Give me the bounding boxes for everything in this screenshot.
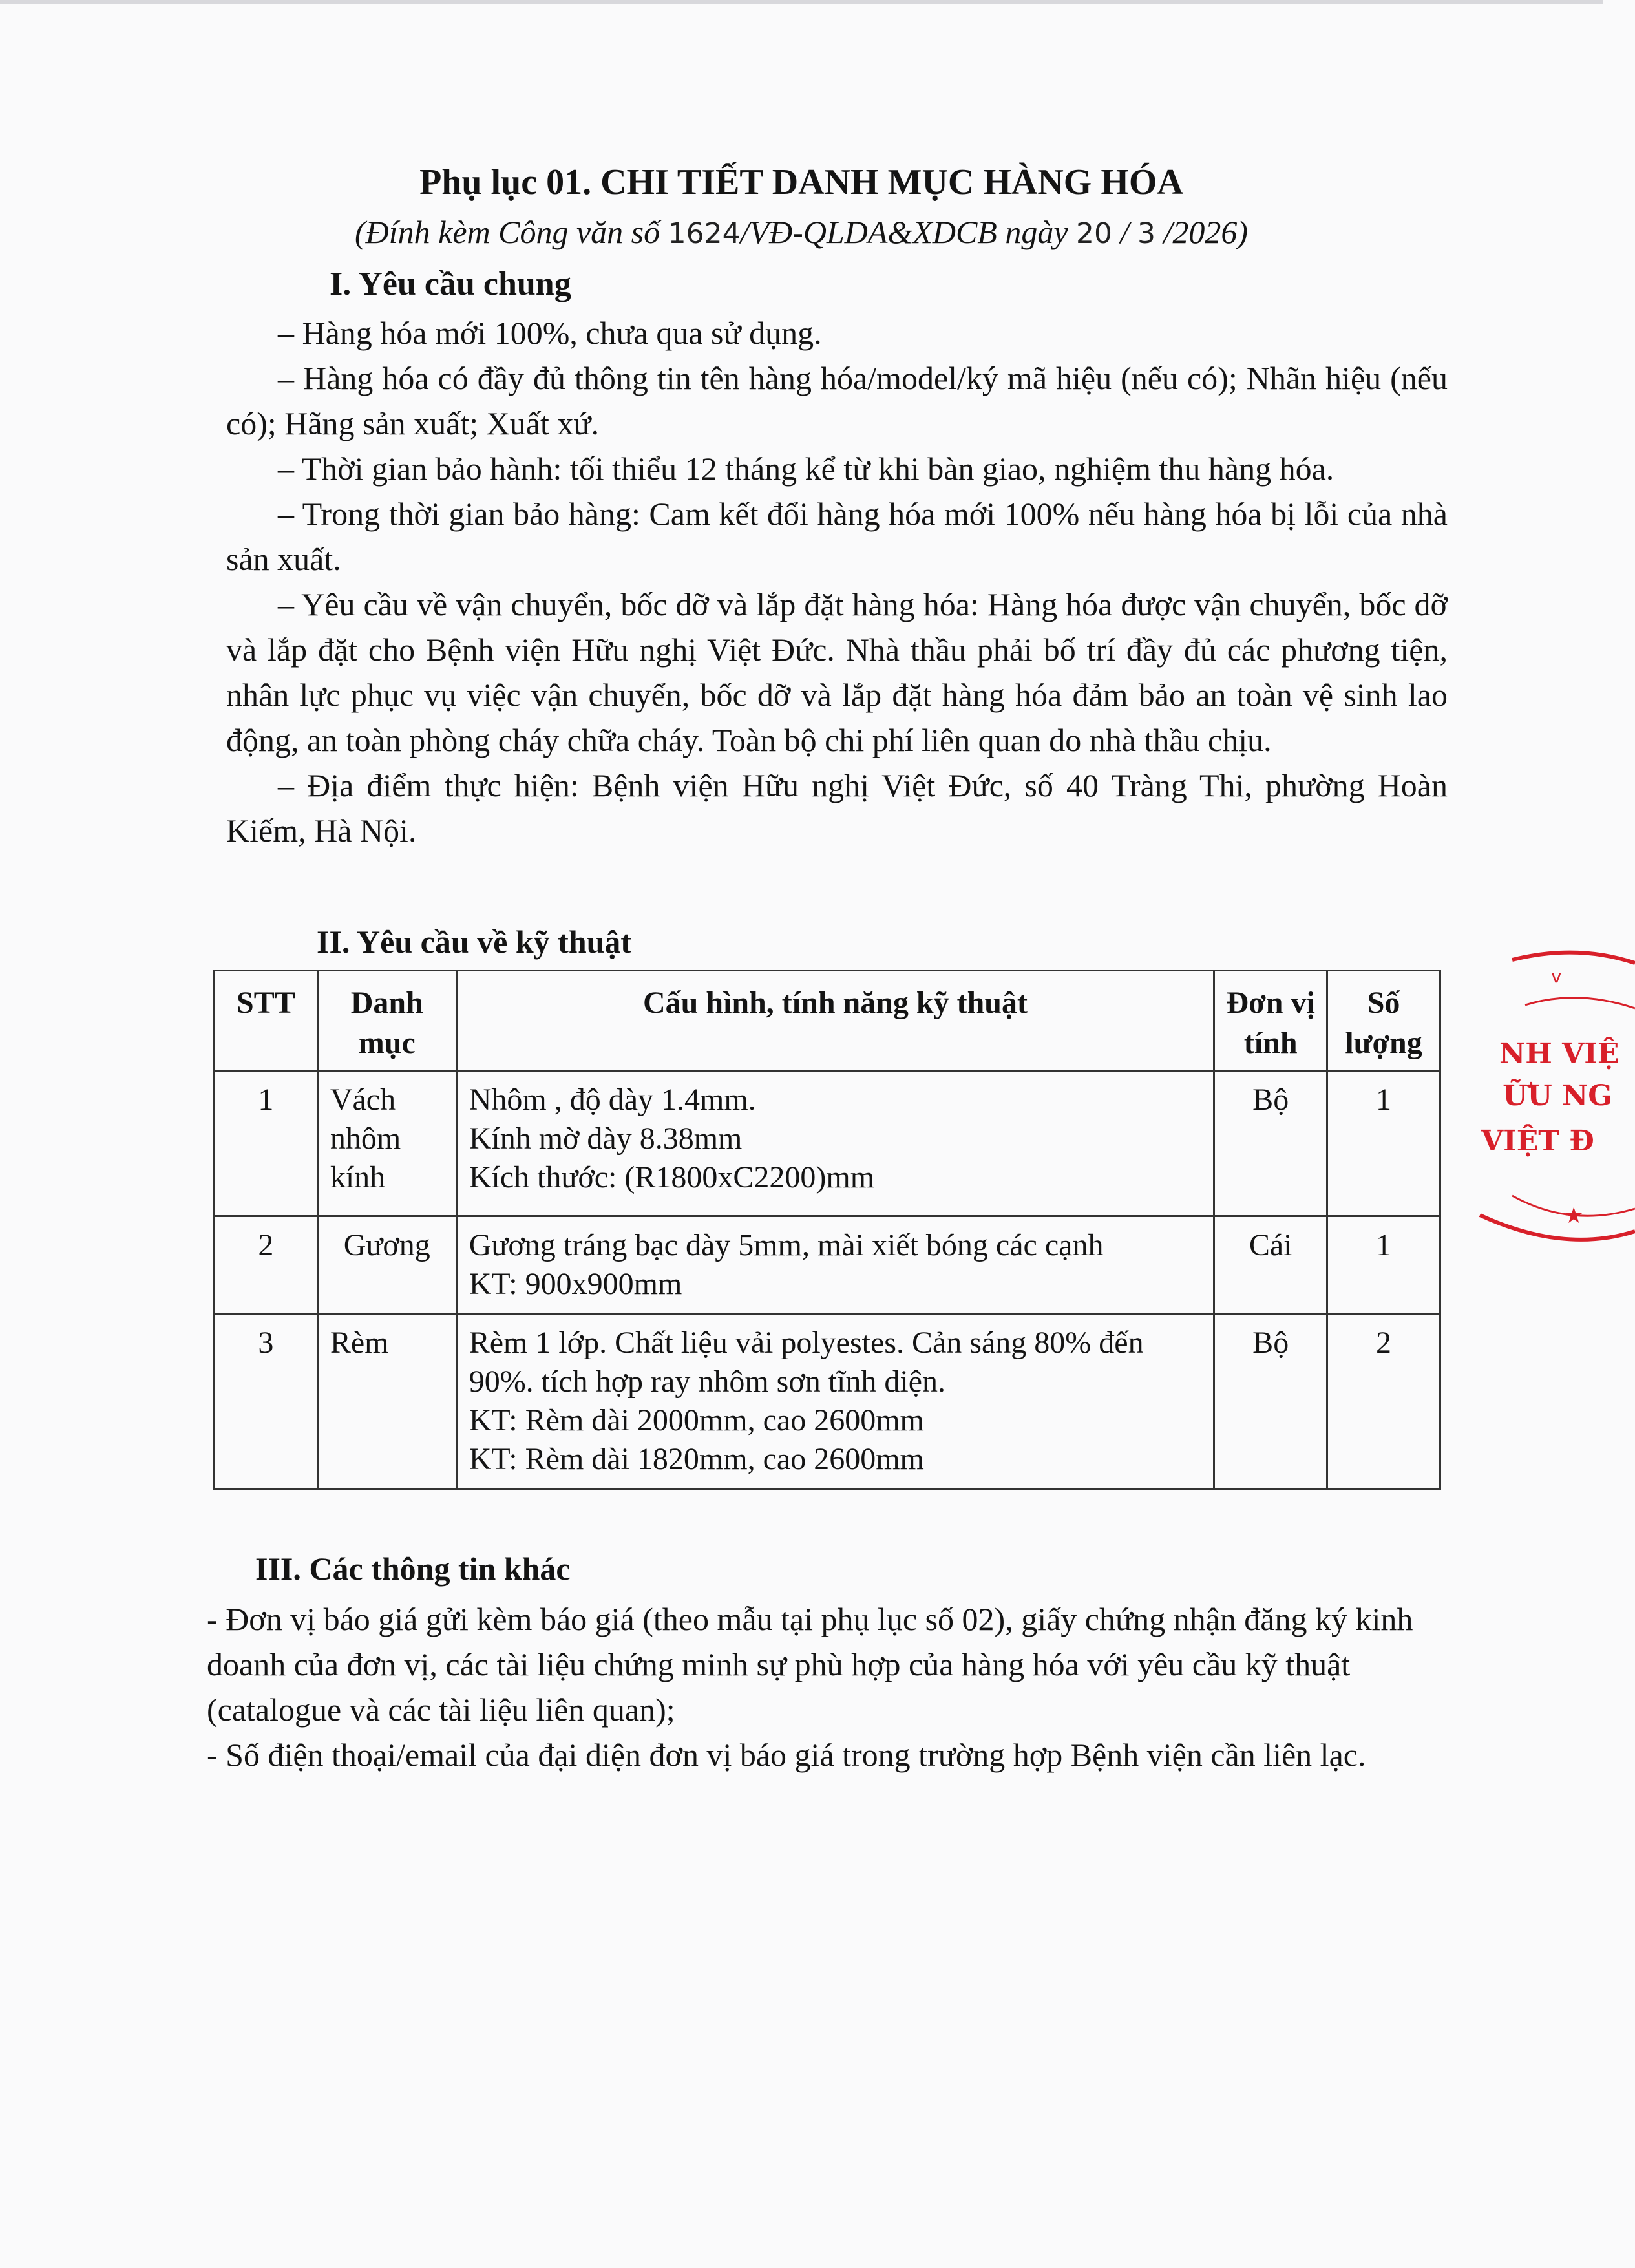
seal-text-line: VIỆT Đ xyxy=(1481,1125,1594,1158)
table-row xyxy=(215,1314,1440,1489)
handwritten-day: 20 xyxy=(1076,217,1113,250)
seal-ring-inner-top xyxy=(1525,998,1635,1008)
cell-spec xyxy=(456,1314,1214,1489)
page-subtitle: (Đính kèm Công văn số 1624/VĐ-QLDA&XDCB ngày 20 / 3 /2026) xyxy=(355,214,1248,250)
spec-line: Gương tráng bạc dày 5mm, mài xiết bóng các cạnh xyxy=(469,1228,1104,1262)
col-header-item: Danh mục xyxy=(317,971,456,1071)
requirement-paragraph: – Trong thời gian bảo hàng: Cam kết đổi hàng hóa mới 100% nếu hàng hóa bị lỗi của nhà sản xuất. xyxy=(226,496,1448,577)
table-row xyxy=(215,1216,1440,1314)
scan-edge xyxy=(0,0,1603,4)
col-header-stt: STT xyxy=(215,971,318,1071)
cell-spec xyxy=(456,1071,1214,1216)
cell-item: Rèm xyxy=(317,1314,456,1489)
section-2-heading: II. Yêu cầu về kỹ thuật xyxy=(317,924,632,960)
seal-ring-bottom xyxy=(1480,1215,1635,1240)
seal-star: ★ xyxy=(1564,1203,1584,1229)
requirement-paragraph: – Địa điểm thực hiện: Bệnh viện Hữu nghị Việt Đức, số 40 Tràng Thi, phường Hoàn Kiếm, Hà Nội. xyxy=(226,767,1448,849)
cell-stt: 2 xyxy=(215,1216,318,1314)
spec-table xyxy=(213,970,1441,1490)
table-row xyxy=(215,1071,1440,1216)
section-1-heading: I. Yêu cầu chung xyxy=(330,266,571,302)
cell-item: Gương xyxy=(317,1216,456,1314)
spec-line: Rèm 1 lớp. Chất liệu vải polyestes. Cản sáng 80% đến 90%. tích hợp ray nhôm sơn tĩnh diện. xyxy=(469,1326,1144,1399)
cell-unit: Cái xyxy=(1214,1216,1327,1314)
spec-line: Kích thước: (R1800xC2200)mm xyxy=(469,1160,875,1194)
cell-spec xyxy=(456,1216,1214,1314)
section-3-body xyxy=(207,1596,1448,1777)
cell-stt: 3 xyxy=(215,1314,318,1489)
col-header-unit: Đơn vị tính xyxy=(1214,971,1327,1071)
info-item: - Đơn vị báo giá gửi kèm báo giá (theo mẫu tại phụ lục số 02), giấy chứng nhận đăng ký kinh doanh của đơn vị, các tài liệu chứng minh sự phù hợp của hàng hóa với yêu cầu kỹ thuật (catalogue và các tài liệu liên quan); xyxy=(207,1601,1413,1728)
info-item: - Số điện thoại/email của đại diện đơn vị báo giá trong trường hợp Bệnh viện cần liên lạc. xyxy=(207,1737,1366,1773)
spec-line: KT: Rèm dài 1820mm, cao 2600mm xyxy=(469,1442,924,1476)
requirement-paragraph: – Yêu cầu về vận chuyển, bốc dỡ và lắp đặt hàng hóa: Hàng hóa được vận chuyển, bốc dỡ và lắp đặt cho Bệnh viện Hữu nghị Việt Đức. Nhà thầu phải bố trí đầy đủ các phương tiện, nhân lực phục vụ việc vận chuyển, bốc dỡ và lắp đặt hàng hóa đảm bảo an toàn vệ sinh lao động, an toàn phòng cháy chữa cháy. Toàn bộ chi phí liên quan do nhà thầu chịu. xyxy=(226,586,1448,758)
spec-line: Kính mờ dày 8.38mm xyxy=(469,1121,743,1156)
cell-qty: 2 xyxy=(1327,1314,1440,1489)
seal-text-line: ỮU NG xyxy=(1503,1079,1612,1112)
page-title: Phụ lục 01. CHI TIẾT DANH MỤC HÀNG HÓA xyxy=(419,162,1183,202)
handwritten-doc-number: 1624 xyxy=(668,217,741,250)
requirement-paragraph: – Hàng hóa mới 100%, chưa qua sử dụng. xyxy=(278,315,822,351)
col-header-spec: Cấu hình, tính năng kỹ thuật xyxy=(456,971,1214,1071)
col-header-qty: Số lượng xyxy=(1327,971,1440,1071)
requirement-paragraph: – Hàng hóa có đầy đủ thông tin tên hàng hóa/model/ký mã hiệu (nếu có); Nhãn hiệu (nếu có); Hãng sản xuất; Xuất xứ. xyxy=(226,360,1448,441)
spec-line: Nhôm , độ dày 1.4mm. xyxy=(469,1083,756,1117)
cell-unit: Bộ xyxy=(1214,1314,1327,1489)
seal-ring-top xyxy=(1512,953,1635,963)
section-3-heading: III. Các thông tin khác xyxy=(255,1551,571,1587)
subtitle-prefix: (Đính kèm Công văn số xyxy=(355,214,660,250)
cell-qty: 1 xyxy=(1327,1071,1440,1216)
subtitle-middle: /VĐ-QLDA&XDCB ngày xyxy=(740,214,1068,250)
spec-line: KT: Rèm dài 2000mm, cao 2600mm xyxy=(469,1403,924,1437)
table-header-row xyxy=(215,971,1440,1071)
spec-line: KT: 900x900mm xyxy=(469,1267,682,1301)
seal-star: v xyxy=(1551,966,1562,987)
cell-item: Vách nhôm kính xyxy=(317,1071,456,1216)
handwritten-month: 3 xyxy=(1137,217,1155,250)
section-1-body xyxy=(226,310,1448,853)
cell-unit: Bộ xyxy=(1214,1071,1327,1216)
seal-text-line: NH VIỆ xyxy=(1499,1037,1619,1070)
subtitle-year: /2026) xyxy=(1163,214,1248,250)
requirement-paragraph: – Thời gian bảo hành: tối thiểu 12 tháng kể từ khi bàn giao, nghiệm thu hàng hóa. xyxy=(278,450,1334,487)
red-seal-stamp xyxy=(1467,944,1635,1254)
cell-stt: 1 xyxy=(215,1071,318,1216)
cell-qty: 1 xyxy=(1327,1216,1440,1314)
